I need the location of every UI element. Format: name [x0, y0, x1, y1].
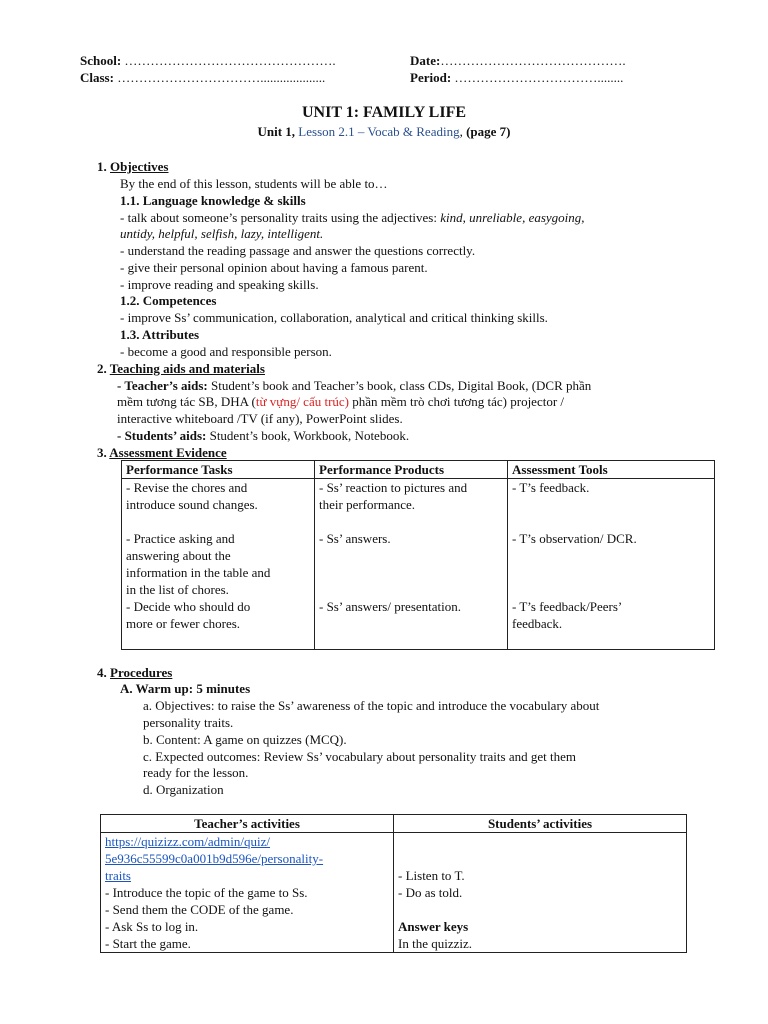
cell-line [319, 564, 503, 581]
teacher-aids-text-2b: phần mềm trò chơi tương tác) projector / [349, 394, 565, 409]
answer-keys-label: Answer keys [398, 919, 469, 934]
cell-line: their performance. [319, 497, 416, 512]
class-dots: …………………………….................... [113, 70, 326, 85]
school-field [80, 53, 336, 69]
objectives-num: 1. [97, 159, 110, 174]
answer-keys-text: In the quizziz. [398, 936, 472, 951]
subtitle-lesson: Lesson 2.1 – Vocab & Reading [298, 124, 460, 139]
assessment-table [121, 460, 715, 650]
class-label: Class: [80, 70, 114, 85]
period-dots: ……………………………........ [451, 70, 624, 85]
procedures-title: Procedures [110, 665, 173, 680]
objectives-title: Objectives [110, 159, 169, 174]
date-dots: ……………………………………. [440, 53, 626, 68]
cell-line: feedback. [512, 616, 563, 631]
header-assessment-tools: Assessment Tools [508, 461, 715, 479]
period-label: Period: [410, 70, 452, 85]
language-knowledge-line-4: - give their personal opinion about having a famous parent. [120, 260, 428, 275]
cell-line: introduce sound changes. [126, 497, 258, 512]
warmup-objectives-1: a. Objectives: to raise the Ss’ awareness of the topic and introduce the vocabulary about [143, 698, 600, 713]
cell-line [398, 901, 682, 918]
header-student-activities: Students’ activities [394, 815, 687, 833]
quizizz-link-line-2[interactable]: 5e936c55599c0a001b9d596e/personality- [105, 851, 324, 866]
language-knowledge-line-5: - improve reading and speaking skills. [120, 277, 319, 292]
cell-line: - Ss’ answers. [319, 531, 391, 546]
cell-line: more or fewer chores. [126, 616, 241, 631]
student-step: - Listen to T. [398, 868, 465, 883]
attributes-line: - become a good and responsible person. [120, 344, 332, 359]
teacher-aids-line-3: interactive whiteboard /TV (if any), PowerPoint slides. [117, 411, 403, 426]
page-title: UNIT 1: FAMILY LIFE [301, 104, 467, 121]
competences-line: - improve Ss’ communication, collaboration, analytical and critical thinking skills. [120, 310, 548, 325]
assessment-heading [97, 444, 227, 461]
teacher-activities-cell [101, 833, 394, 953]
aids-num: 2. [97, 361, 110, 376]
cell-line: information in the table and [126, 565, 271, 580]
cell-line: - Ss’ reaction to pictures and [319, 480, 468, 495]
table-row [101, 833, 687, 953]
cell-line [398, 833, 682, 850]
language-knowledge-line-1 [120, 209, 585, 226]
cell-line: - Decide who should do [126, 599, 251, 614]
cell-line: - T’s feedback. [512, 480, 590, 495]
cell-line: - Revise the chores and [126, 480, 248, 495]
cell-line [319, 581, 503, 598]
student-aids-text: Student’s book, Workbook, Notebook. [206, 428, 410, 443]
student-aids-label: - Students’ aids: [117, 428, 207, 443]
cell-line [126, 513, 310, 530]
school-label: School: [80, 53, 122, 68]
objectives-heading [97, 158, 168, 175]
language-knowledge-heading: 1.1. Language knowledge & skills [120, 193, 306, 208]
teacher-aids-label: - Teacher’s aids: [117, 378, 208, 393]
teacher-step: - Introduce the topic of the game to Ss. [105, 885, 308, 900]
table-row [122, 479, 715, 650]
assessment-num: 3. [97, 445, 110, 460]
activities-header-row [101, 815, 687, 833]
header-teacher-activities: Teacher’s activities [101, 815, 394, 833]
subtitle-page: (page 7) [466, 124, 511, 139]
assessment-title: Assessment Evidence [109, 445, 227, 460]
date-field [410, 53, 626, 69]
warmup-outcomes-1: c. Expected outcomes: Review Ss’ vocabulary about personality traits and get them [143, 749, 576, 764]
teacher-aids-text-2-red: từ vựng/ cấu trúc) [255, 394, 350, 409]
warmup-heading: A. Warm up: 5 minutes [120, 681, 251, 696]
cell-line [512, 547, 710, 564]
student-activities-cell [394, 833, 687, 953]
quizizz-link-line-1[interactable]: https://quizizz.com/admin/quiz/ [105, 834, 270, 849]
quizizz-link-line-3[interactable]: traits [105, 868, 131, 883]
warmup-objectives-2: personality traits. [143, 715, 234, 730]
teacher-step: - Start the game. [105, 936, 191, 951]
page-subtitle [0, 124, 768, 140]
aids-title: Teaching aids and materials [109, 361, 265, 376]
warmup-outcomes-2: ready for the lesson. [143, 765, 249, 780]
period-field [410, 70, 623, 86]
cell-line [126, 632, 310, 649]
products-cell [315, 479, 508, 650]
header-performance-products: Performance Products [315, 461, 508, 479]
cell-line: in the list of chores. [126, 582, 229, 597]
teacher-aids-text-1: Student’s book and Teacher’s book, class CDs, Digital Book, (DCR phần [207, 378, 592, 393]
tasks-cell [122, 479, 315, 650]
subtitle-comma: , [459, 124, 467, 139]
student-aids-line [117, 427, 409, 444]
aids-heading [97, 360, 265, 377]
teacher-aids-text-2a: mềm tương tác SB, DHA ( [117, 394, 256, 409]
cell-line: - Practice asking and [126, 531, 235, 546]
cell-line [319, 513, 503, 530]
date-label: Date: [410, 53, 441, 68]
language-knowledge-line-2: untidy, helpful, selfish, lazy, intelligent. [120, 226, 324, 241]
procedures-heading [97, 664, 172, 681]
objectives-intro: By the end of this lesson, students will be able to… [120, 176, 388, 191]
cell-line [512, 496, 710, 513]
cell-line [512, 513, 710, 530]
warmup-content: b. Content: A game on quizzes (MCQ). [143, 732, 347, 747]
tools-cell [508, 479, 715, 650]
activities-table [100, 814, 687, 953]
language-knowledge-line-3: - understand the reading passage and answer the questions correctly. [120, 243, 476, 258]
assessment-header-row [122, 461, 715, 479]
cell-line [512, 564, 710, 581]
cell-line: answering about the [126, 548, 231, 563]
student-step: - Do as told. [398, 885, 463, 900]
competences-heading: 1.2. Competences [120, 293, 217, 308]
cell-line [512, 581, 710, 598]
cell-line: - Ss’ answers/ presentation. [319, 599, 462, 614]
subtitle-prefix: Unit 1, [257, 124, 299, 139]
cell-line [319, 547, 503, 564]
cell-line: - T’s observation/ DCR. [512, 531, 637, 546]
school-dots: …………………………………………. [121, 53, 336, 68]
header-performance-tasks: Performance Tasks [122, 461, 315, 479]
cell-line [398, 850, 682, 867]
teacher-aids-line-2 [117, 393, 564, 410]
lk-line1-text: - talk about someone’s personality traits using the adjectives: [120, 210, 441, 225]
procedures-num: 4. [97, 665, 110, 680]
teacher-aids-line-1 [117, 377, 591, 394]
class-field [80, 70, 325, 86]
teacher-step: - Ask Ss to log in. [105, 919, 199, 934]
lk-adjectives: kind, unreliable, easygoing, [440, 210, 585, 225]
cell-line: - T’s feedback/Peers’ [512, 599, 623, 614]
teacher-step: - Send them the CODE of the game. [105, 902, 294, 917]
warmup-organization: d. Organization [143, 782, 224, 797]
attributes-heading: 1.3. Attributes [120, 327, 200, 342]
